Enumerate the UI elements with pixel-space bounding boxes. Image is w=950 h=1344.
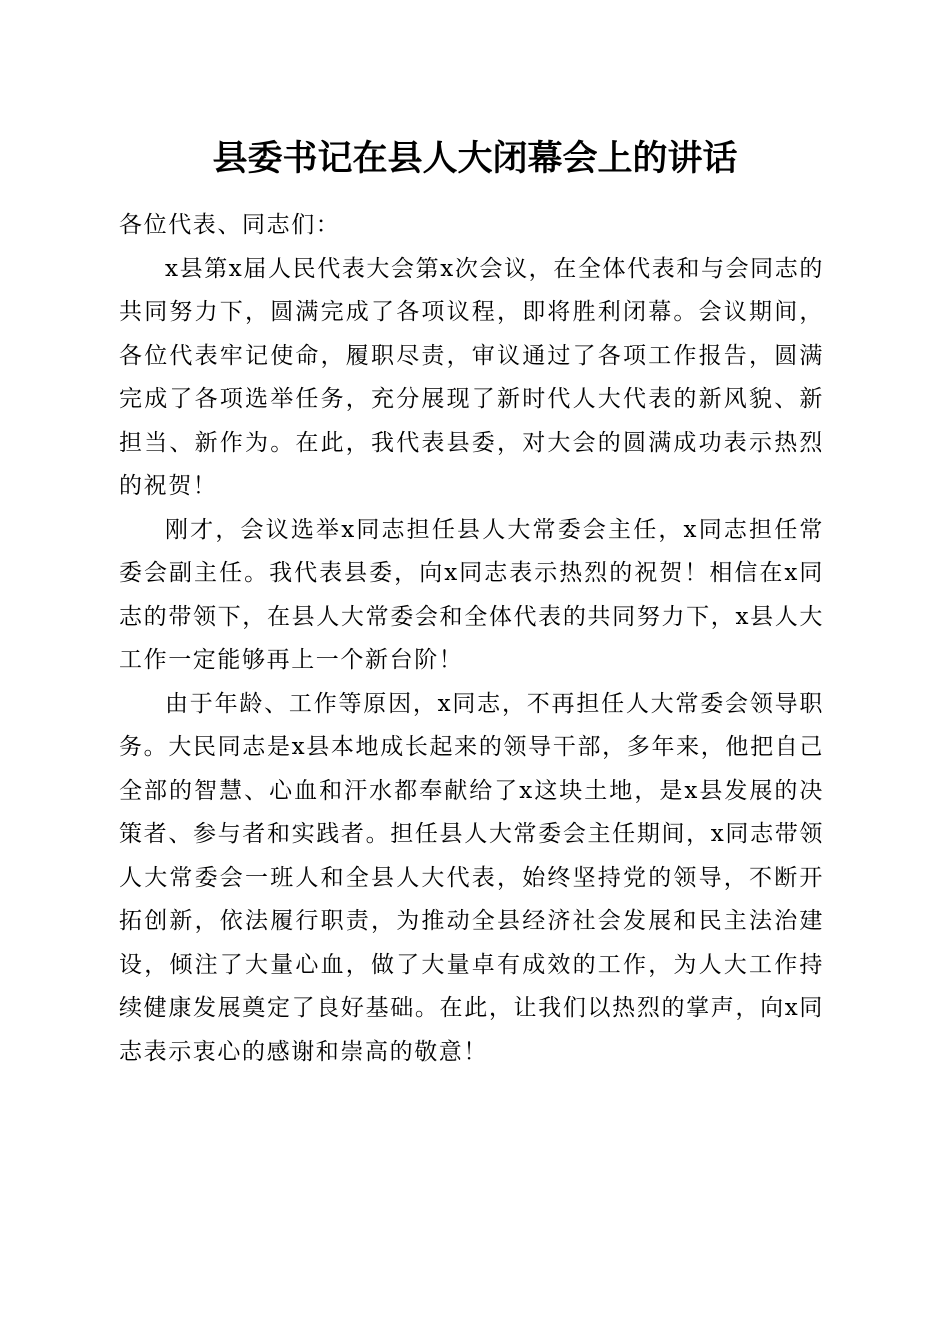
paragraph-election: 刚才，会议选举x同志担任县人大常委会主任，x同志担任常委会副主任。我代表县委，向x同志表示热烈的祝贺！相信在x同志的带领下，在县人大常委会和全体代表的共同努力下，x县人大工作一定能够再上一个新台阶！ [119, 516, 824, 673]
paragraph-tribute: 由于年龄、工作等原因，x同志，不再担任人大常委会领导职务。大民同志是x县本地成长起来的领导干部，多年来，他把自己全部的智慧、心血和汗水都奉献给了x这块土地，是x县发展的决策者、参与者和实践者。担任县人大常委会主任期间，x同志带领人大常委会一班人和全县人大代表，始终坚持党的领导，不断开拓创新，依法履行职责，为推动全县经济社会发展和民主法治建设，倾注了大量心血，做了大量卓有成效的工作，为人大工作持续健康发展奠定了良好基础。在此，让我们以热烈的掌声，向x同志表示衷心的感谢和崇高的敬意！ [119, 690, 824, 1065]
document-body [119, 204, 824, 1074]
document-title: 县委书记在县人大闭幕会上的讲话 [212, 138, 738, 179]
paragraph-opening: x县第x届人民代表大会第x次会议，在全体代表和与会同志的共同努力下，圆满完成了各项议程，即将胜利闭幕。会议期间，各位代表牢记使命，履职尽责，审议通过了各项工作报告，圆满完成了各项选举任务，充分展现了新时代人大代表的新风貌、新担当、新作为。在此，我代表县委，对大会的圆满成功表示热烈的祝贺！ [119, 255, 824, 499]
salutation: 各位代表、同志们： [119, 212, 341, 238]
